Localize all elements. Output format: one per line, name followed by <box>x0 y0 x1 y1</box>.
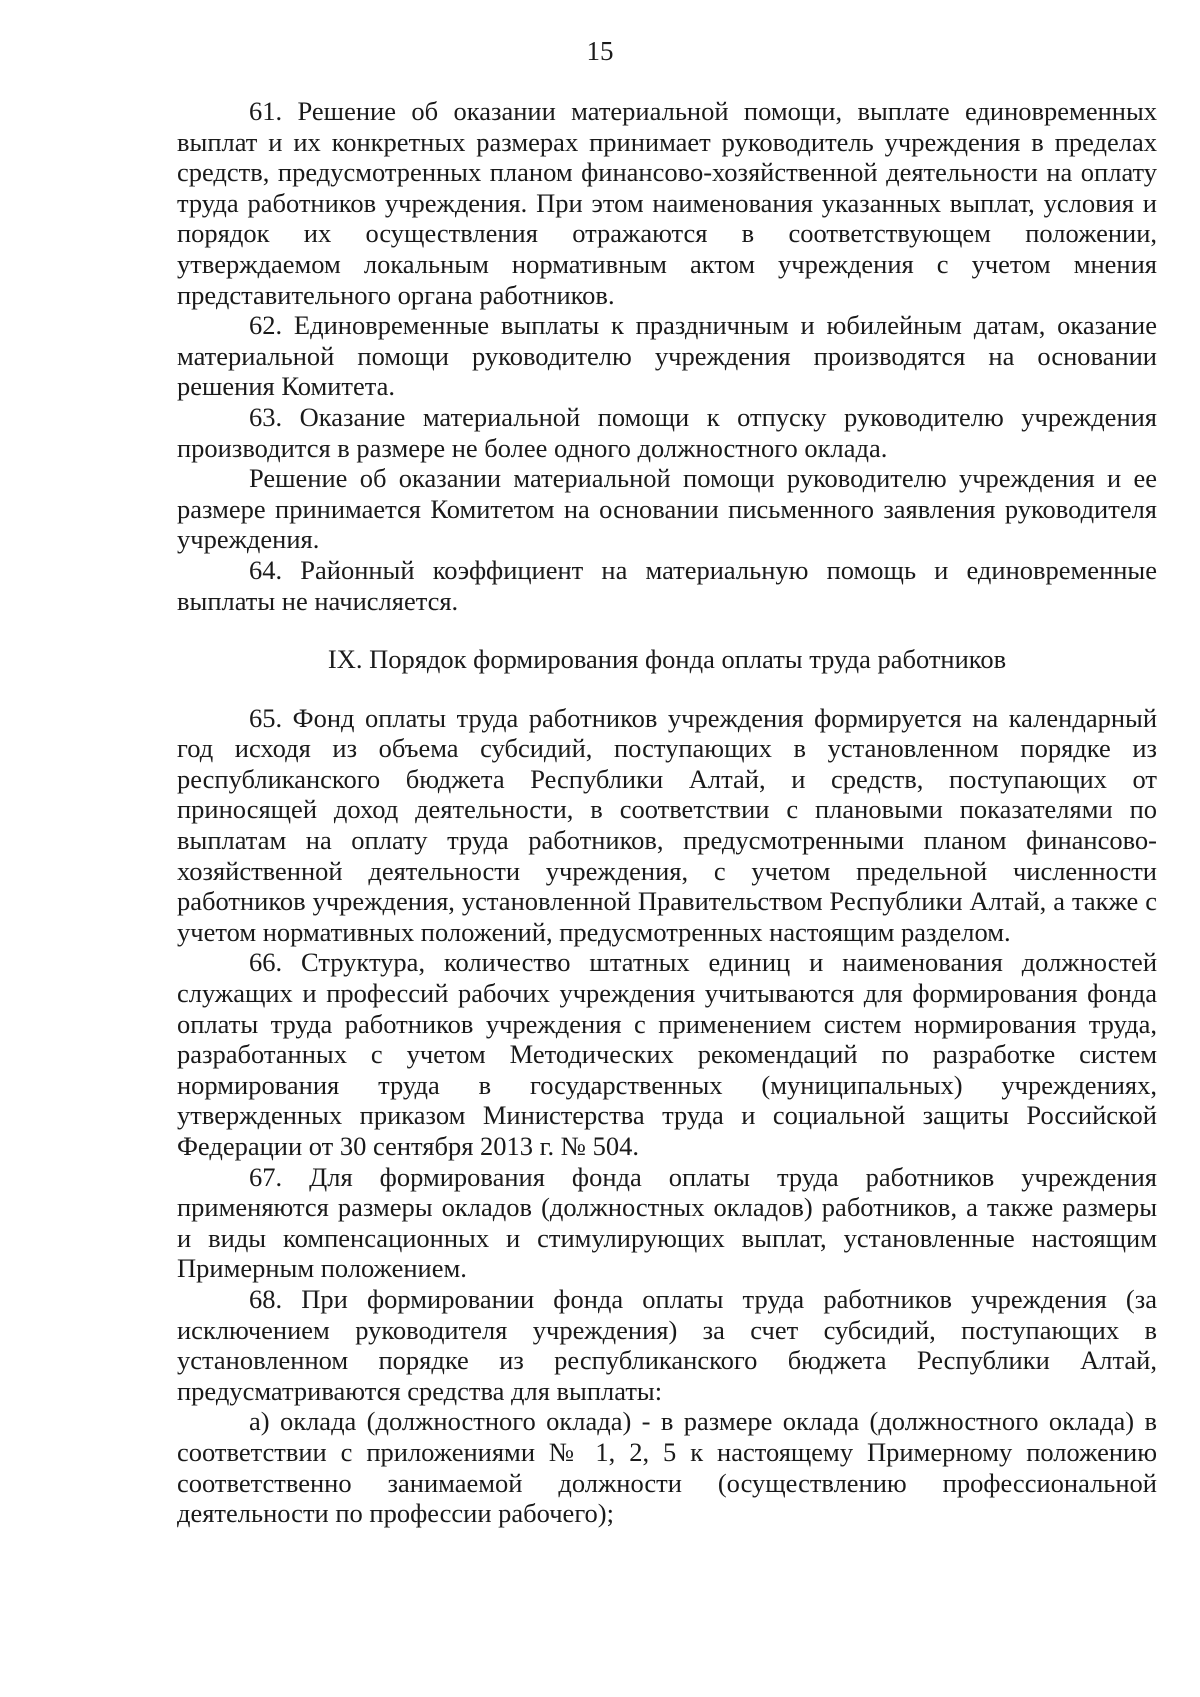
page-number: 15 <box>586 36 614 66</box>
paragraph-68-item-a: а) оклада (должностного оклада) - в размере оклада (должностного оклада) в соответствии с приложениями № 1, 2, 5 к настоящему Примерному положению соответственно занимаемой должности (осуществлению профессиональной деятельности по профессии рабочего); <box>177 1406 1157 1529</box>
paragraph-62: 62. Единовременные выплаты к праздничным и юбилейным датам, оказание материальной помощи руководителю учреждения производятся на основании решения Комитета. <box>177 310 1157 402</box>
paragraph-66: 66. Структура, количество штатных единиц и наименования должностей служащих и профессий рабочих учреждения учитываются для формирования фонда оплаты труда работников учреждения с применением систем нормирования труда, разработанных с учетом Методических рекомендаций по разработке систем нормирования труда в государственных (муниципальных) учреждениях, утвержденных приказом Министерства труда и социальной защиты Российской Федерации от 30 сентября 2013 г. № 504. <box>177 947 1157 1161</box>
paragraph-61: 61. Решение об оказании материальной помощи, выплате единовременных выплат и их конкретных размерах принимает руководитель учреждения в пределах средств, предусмотренных планом финансово-хозяйственной деятельности на оплату труда работников учреждения. При этом наименования указанных выплат, условия и порядок их осуществления отражаются в соответствующем положении, утверждаемом локальным нормативным актом учреждения с учетом мнения представительного органа работников. <box>177 96 1157 310</box>
paragraph-65: 65. Фонд оплаты труда работников учреждения формируется на календарный год исходя из объема субсидий, поступающих в установленном порядке из республиканского бюджета Республики Алтай, и средств, поступающих от приносящей доход деятельности, в соответствии с плановыми показателями по выплатам на оплату труда работников, предусмотренными планом финансово-хозяйственной деятельности учреждения, с учетом предельной численности работников учреждения, установленной Правительством Республики Алтай, а также с учетом нормативных положений, предусмотренных настоящим разделом. <box>177 702 1157 947</box>
paragraph-67: 67. Для формирования фонда оплаты труда работников учреждения применяются размеры окладов (должностных окладов) работников, а также размеры и виды компенсационных и стимулирующих выплат, установленные настоящим Примерным положением. <box>177 1161 1157 1284</box>
paragraph-63: 63. Оказание материальной помощи к отпуску руководителю учреждения производится в размере не более одного должностного оклада. <box>177 401 1157 463</box>
paragraph-63-continuation: Решение об оказании материальной помощи руководителю учреждения и ее размере принимается Комитетом на основании письменного заявления руководителя учреждения. <box>177 463 1157 555</box>
document-body <box>177 96 1157 1529</box>
paragraph-64: 64. Районный коэффициент на материальную помощь и единовременные выплаты не начисляется. <box>177 554 1157 616</box>
paragraph-68: 68. При формировании фонда оплаты труда работников учреждения (за исключением руководителя учреждения) за счет субсидий, поступающих в установленном порядке из республиканского бюджета Республики Алтай, предусматриваются средства для выплаты: <box>177 1283 1157 1406</box>
section-heading: IX. Порядок формирования фонда оплаты труда работников <box>327 644 1007 675</box>
